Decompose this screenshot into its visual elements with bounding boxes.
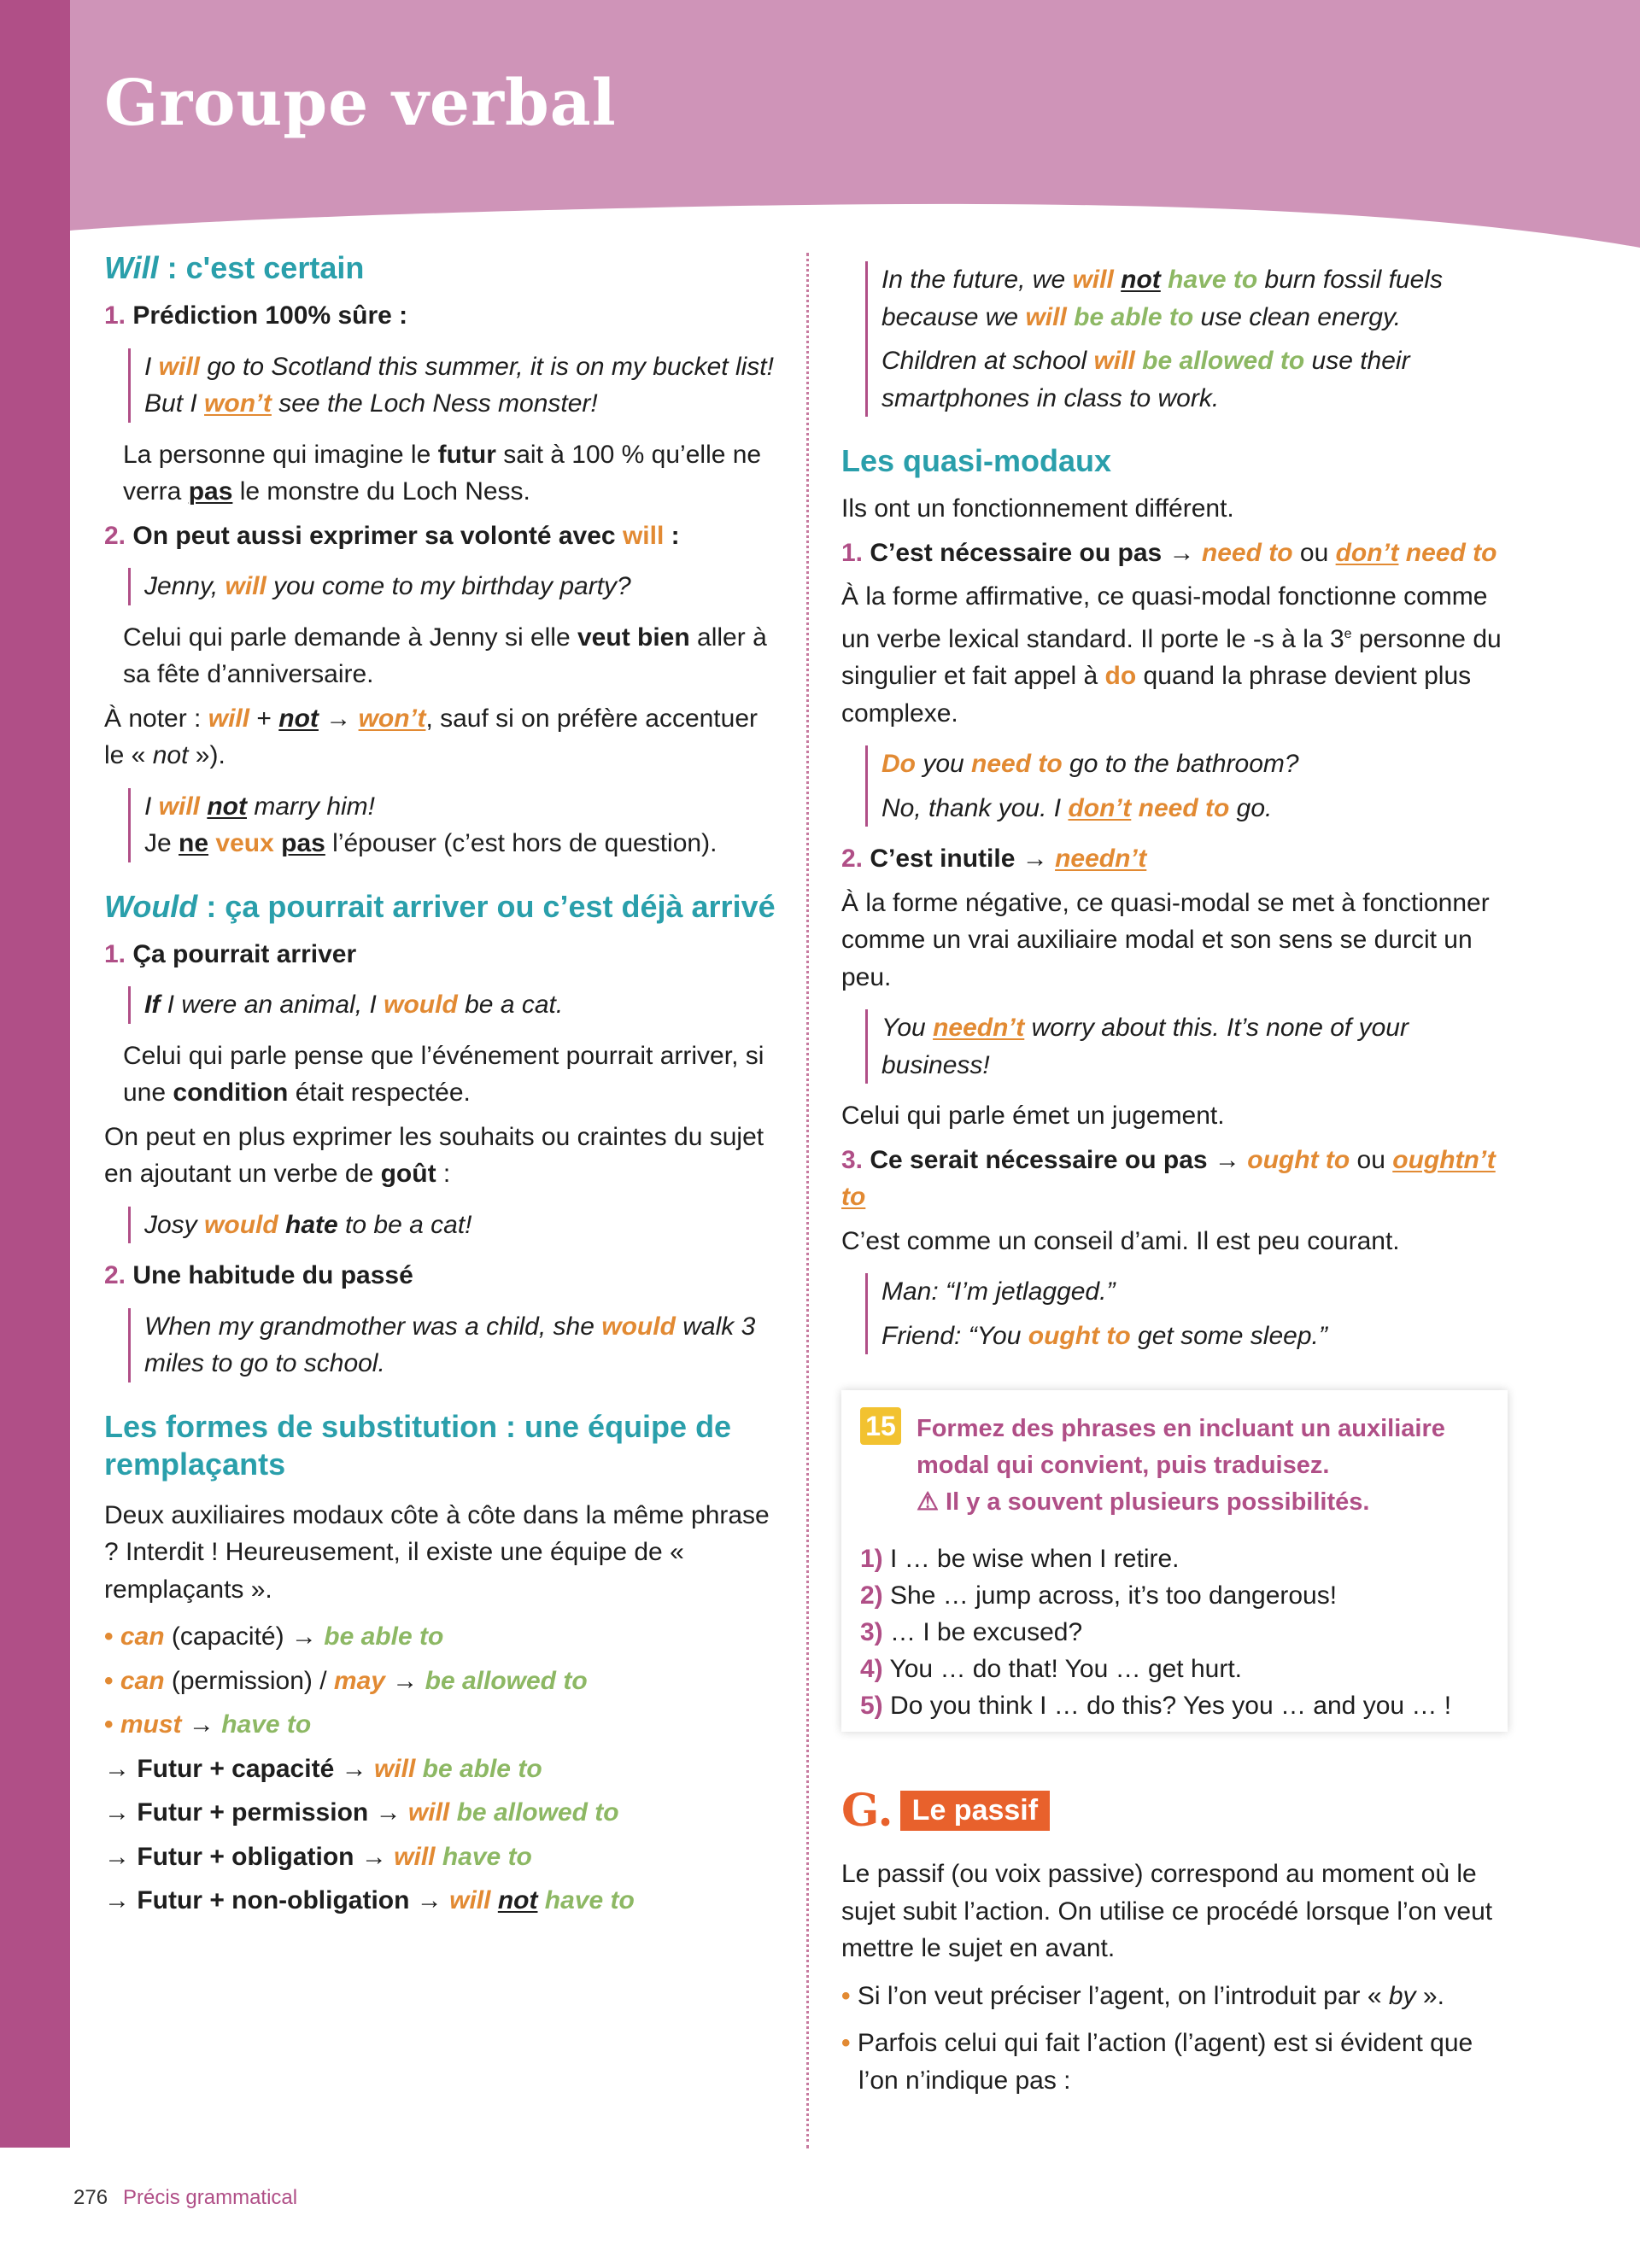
quasi-text-3: C’est comme un conseil d’ami. Il est peu courant. xyxy=(841,1226,1400,1255)
right-column xyxy=(841,261,1516,1354)
exercise-number: 15 xyxy=(860,1407,901,1445)
would-example-3: When my grandmother was a child, she would walk 3 miles to go to school. xyxy=(128,1308,779,1382)
section-passif xyxy=(841,1785,1516,2099)
would-explanation-1: Celui qui parle pense que l’événement pourrait arriver, si une condition était respectée. xyxy=(123,1041,764,1107)
would-example-1: If I were an animal, I would be a cat. xyxy=(128,986,779,1024)
exercise-items xyxy=(860,1540,1492,1724)
futur-line: → Futur + obligation → will have to xyxy=(104,1842,532,1871)
futur-line: → Futur + capacité → will be able to xyxy=(104,1754,542,1783)
footer-label: Précis grammatical xyxy=(123,2186,298,2209)
passif-bullet-2: • Parfois celui qui fait l’action (l’agent) est si évident que l’on n’indique pas : xyxy=(841,2029,1473,2095)
column-divider xyxy=(806,253,809,2148)
footer xyxy=(73,2186,297,2210)
will-point-2: 2. On peut aussi exprimer sa volonté avec will : xyxy=(104,521,680,550)
exercise-item: 4) You … do that! You … get hurt. xyxy=(860,1655,1243,1683)
exercise-item: 3) … I be excused? xyxy=(860,1618,1083,1646)
substitution-bullet: • can (permission) / may → be allowed to xyxy=(104,1666,588,1695)
quasi-point-2: 2. C’est inutile → needn’t xyxy=(841,845,1147,873)
section-would-title: Would : ça pourrait arriver ou c’est déjà arrivé xyxy=(104,888,776,924)
futur-line: → Futur + non-obligation → will not have to xyxy=(104,1886,635,1914)
exercise-item: 5) Do you think I … do this? Yes you … and you … ! xyxy=(860,1692,1452,1720)
passif-bullet-1: • Si l’on veut préciser l’agent, on l’introduit par « by ». xyxy=(841,1981,1444,2010)
left-column xyxy=(104,249,779,1920)
would-example-2: Josy would hate to be a cat! xyxy=(128,1207,779,1244)
page-title: Groupe verbal xyxy=(104,67,617,140)
quasi-point-1: 1. C’est nécessaire ou pas → need to ou don’t need to xyxy=(841,538,1497,567)
will-example-3: I will not marry him! Je ne veux pas l’épouser (c’est hors de question). xyxy=(128,788,779,862)
quasi-text-1: À la forme affirmative, ce quasi-modal fonctionne comme un verbe lexical standard. Il porte le -s à la 3e personne du singulier et fait appel à do quand la phrase devient plus complexe. xyxy=(841,582,1502,728)
sidebar-stripe xyxy=(0,0,70,2148)
page-number: 276 xyxy=(73,2186,108,2209)
warning-icon: ⚠ Il y a souvent plusieurs possibilités. xyxy=(917,1488,1370,1516)
futur-line: → Futur + permission → will be allowed to xyxy=(104,1798,619,1827)
would-point-1: 1. Ça pourrait arriver xyxy=(104,939,357,968)
exercise-instruction: Formez des phrases en incluant un auxiliaire modal qui convient, puis traduisez. ⚠ Il y a souvent plusieurs possibilités. xyxy=(917,1411,1489,1521)
substitution-intro: Deux auxiliaires modaux côte à côte dans la même phrase ? Interdit ! Heureusement, il existe une équipe de « remplaçants ». xyxy=(104,1500,770,1604)
will-example-1: I will go to Scotland this summer, it is on my bucket list! But I won’t see the Loch Ness monster! xyxy=(128,348,779,423)
substitution-bullet: • must → have to xyxy=(104,1710,312,1739)
section-passif-heading: G. Le passif xyxy=(841,1785,1516,1837)
would-text-2: On peut en plus exprimer les souhaits ou craintes du sujet en ajoutant un verbe de goût : xyxy=(104,1122,764,1188)
will-example-2: Jenny, will you come to my birthday party? xyxy=(128,568,779,605)
quasi-point-3: 3. Ce serait nécessaire ou pas → ought to ou oughtn’t to xyxy=(841,1145,1496,1211)
quasi-example-2: You needn’t worry about this. It’s none of your business! xyxy=(865,1009,1516,1084)
exercise-item: 1) I … be wise when I retire. xyxy=(860,1545,1180,1573)
exercise-box xyxy=(841,1390,1508,1732)
quasi-example-1: Do you need to go to the bathroom? No, thank you. I don’t need to go. xyxy=(865,745,1516,827)
will-note: À noter : will + not → won’t, sauf si on préfère accentuer le « not »). xyxy=(104,704,758,769)
section-substitution-title: Les formes de substitution : une équipe de remplaçants xyxy=(104,1408,732,1482)
section-will-title: Will : c'est certain xyxy=(104,250,365,285)
will-point-1: 1. Prédiction 100% sûre : xyxy=(104,301,408,330)
section-passif-title: Le passif xyxy=(900,1791,1050,1831)
would-point-2: 2. Une habitude du passé xyxy=(104,1261,413,1289)
exercise-item: 2) She … jump across, it’s too dangerous! xyxy=(860,1581,1338,1610)
passif-intro: Le passif (ou voix passive) correspond au moment où le sujet subit l’action. On utilise ce procédé lorsque l’on veut mettre le sujet en avant. xyxy=(841,1860,1493,1962)
future-examples: In the future, we will not have to burn fossil fuels because we will be able to use clean energy. Children at school will be allowed to use their smartphones in class to work. xyxy=(865,261,1516,417)
quasi-example-3: Man: “I’m jetlagged.” Friend: “You ought to get some sleep.” xyxy=(865,1273,1516,1354)
will-explanation-2: Celui qui parle demande à Jenny si elle veut bien aller à sa fête d’anniversaire. xyxy=(123,623,767,688)
quasi-text-2: À la forme négative, ce quasi-modal se met à fonctionner comme un vrai auxiliaire modal et son sens se durcit un peu. xyxy=(841,888,1490,991)
substitution-bullet: • can (capacité) → be able to xyxy=(104,1622,444,1651)
will-explanation-1: La personne qui imagine le futur sait à 100 % qu’elle ne verra pas le monstre du Loch Ness. xyxy=(123,440,762,506)
quasi-intro: Ils ont un fonctionnement différent. xyxy=(841,494,1234,523)
quasi-after-2: Celui qui parle émet un jugement. xyxy=(841,1102,1225,1130)
section-quasi-title: Les quasi-modaux xyxy=(841,443,1112,478)
